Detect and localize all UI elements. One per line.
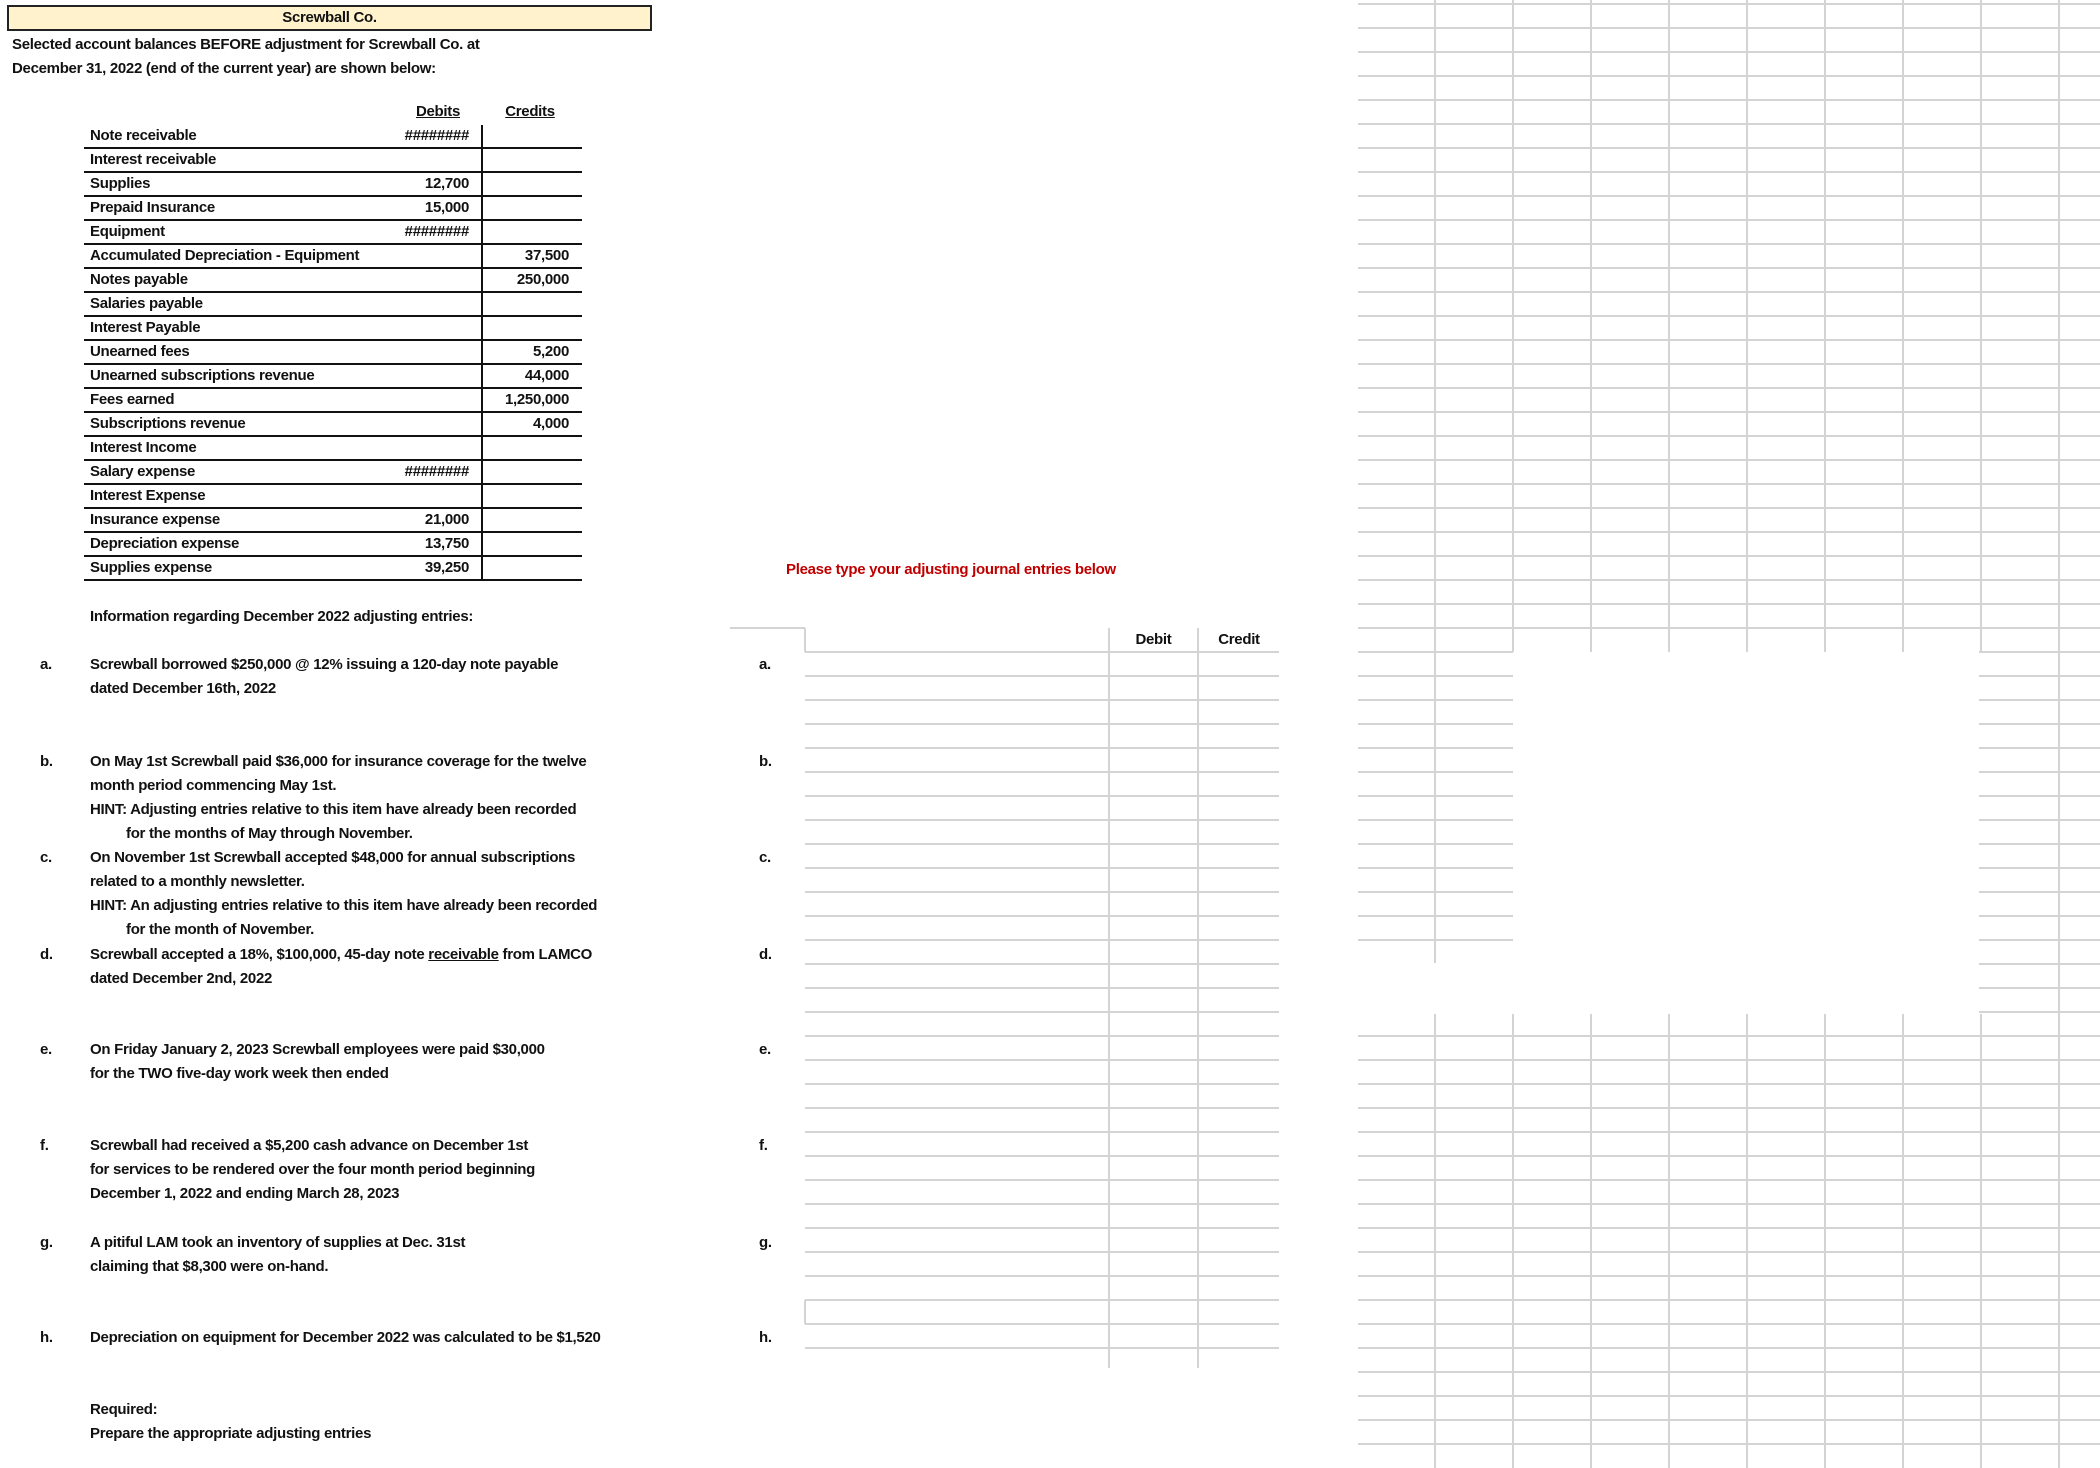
item-letter: d. (40, 946, 53, 963)
account-name: Supplies expense (90, 559, 212, 576)
journal-debit-cell[interactable] (1110, 1253, 1197, 1275)
journal-debit-cell[interactable] (1110, 1325, 1197, 1347)
journal-description-cell[interactable] (806, 1229, 1108, 1251)
journal-description-cell[interactable] (806, 941, 1108, 963)
journal-credit-cell[interactable] (1199, 749, 1279, 771)
journal-credit-cell[interactable] (1199, 1181, 1279, 1203)
account-name: Interest Expense (90, 487, 206, 504)
journal-description-cell[interactable] (806, 1181, 1108, 1203)
journal-debit-cell[interactable] (1110, 989, 1197, 1011)
journal-debit-cell[interactable] (1110, 677, 1197, 699)
account-name: Insurance expense (90, 511, 220, 528)
header-rule (730, 627, 805, 629)
journal-debit-cell[interactable] (1110, 749, 1197, 771)
journal-description-cell[interactable] (806, 797, 1108, 819)
journal-debit-cell[interactable] (1110, 1205, 1197, 1227)
journal-description-cell[interactable] (806, 1277, 1108, 1299)
journal-credit-cell[interactable] (1199, 917, 1279, 939)
account-name: Equipment (90, 223, 165, 240)
account-name: Note receivable (90, 127, 197, 144)
company-title: Screwball Co. (7, 5, 652, 31)
item-text: claiming that $8,300 were on-hand. (90, 1258, 329, 1275)
journal-entry-letter: f. (759, 1137, 768, 1154)
header-divider (804, 628, 806, 652)
journal-entry-letter: c. (759, 849, 771, 866)
journal-credit-cell[interactable] (1199, 1085, 1279, 1107)
journal-credit-cell[interactable] (1199, 1253, 1279, 1275)
item-text: for services to be rendered over the four month period beginning (90, 1161, 536, 1178)
journal-credit-cell[interactable] (1199, 653, 1279, 675)
account-name: Salary expense (90, 463, 196, 480)
journal-debit-cell[interactable] (1110, 701, 1197, 723)
item-letter: h. (40, 1329, 53, 1346)
journal-credit-cell[interactable] (1199, 893, 1279, 915)
item-hint: for the month of November. (126, 921, 315, 938)
subtitle-line-2: December 31, 2022 (end of the current year) are shown below: (12, 60, 436, 77)
debit-amount[interactable]: ######## (404, 127, 469, 144)
journal-debit-cell[interactable] (1110, 893, 1197, 915)
journal-description-cell[interactable] (806, 1037, 1108, 1059)
journal-credit-cell[interactable] (1199, 1013, 1279, 1035)
account-name: Salaries payable (90, 295, 203, 312)
item-text: dated December 16th, 2022 (90, 680, 276, 697)
journal-description-cell[interactable] (806, 845, 1108, 867)
journal-description-cell[interactable] (806, 821, 1108, 843)
cell-outline (804, 1300, 806, 1324)
journal-credit-cell[interactable] (1199, 1061, 1279, 1083)
debit-amount[interactable]: 13,750 (424, 535, 469, 552)
journal-debit-cell[interactable] (1110, 965, 1197, 987)
journal-description-cell[interactable] (806, 1085, 1108, 1107)
journal-credit-cell[interactable] (1199, 1133, 1279, 1155)
item-text: dated December 2nd, 2022 (90, 970, 273, 987)
item-text-underlined: receivable (428, 946, 499, 963)
journal-credit-cell[interactable] (1199, 701, 1279, 723)
journal-description-cell[interactable] (806, 1133, 1108, 1155)
required-text: Prepare the appropriate adjusting entries (90, 1425, 372, 1442)
item-text-part: Screwball accepted a 18%, $100,000, 45-day note (90, 946, 429, 963)
journal-description-cell[interactable] (806, 1253, 1108, 1275)
item-text-part: from LAMCO (498, 946, 593, 963)
journal-debit-cell[interactable] (1110, 1133, 1197, 1155)
journal-description-cell[interactable] (806, 1205, 1108, 1227)
item-text: Depreciation on equipment for December 2022 was calculated to be $1,520 (90, 1329, 601, 1346)
journal-description-cell[interactable] (806, 677, 1108, 699)
journal-debit-cell[interactable] (1110, 941, 1197, 963)
journal-credit-cell[interactable] (1199, 1037, 1279, 1059)
journal-debit-cell[interactable] (1110, 1037, 1197, 1059)
item-hint: for the months of May through November. (126, 825, 413, 842)
item-letter: c. (40, 849, 52, 866)
credit-amount[interactable]: 4,000 (532, 415, 569, 432)
journal-entry-letter: g. (759, 1234, 772, 1251)
journal-description-cell[interactable] (806, 989, 1108, 1011)
account-name: Interest Income (90, 439, 197, 456)
info-heading: Information regarding December 2022 adjusting entries: (90, 608, 474, 625)
item-text: On November 1st Screwball accepted $48,000 for annual subscriptions (90, 849, 576, 866)
journal-debit-cell[interactable] (1110, 869, 1197, 891)
journal-description-cell[interactable] (806, 773, 1108, 795)
journal-credit-cell[interactable] (1199, 821, 1279, 843)
journal-credit-cell[interactable] (1199, 941, 1279, 963)
journal-debit-cell[interactable] (1110, 1301, 1197, 1323)
account-name: Depreciation expense (90, 535, 240, 552)
journal-debit-cell[interactable] (1110, 1061, 1197, 1083)
journal-credit-cell[interactable] (1199, 989, 1279, 1011)
item-text: month period commencing May 1st. (90, 777, 337, 794)
journal-credit-cell[interactable] (1199, 1277, 1279, 1299)
item-letter: e. (40, 1041, 52, 1058)
journal-debit-cell[interactable] (1110, 821, 1197, 843)
subtitle-line-1: Selected account balances BEFORE adjustment for Screwball Co. at (12, 36, 480, 53)
debit-amount[interactable]: 12,700 (424, 175, 469, 192)
journal-description-cell[interactable] (806, 1157, 1108, 1179)
account-name: Interest receivable (90, 151, 217, 168)
journal-debit-cell[interactable] (1110, 917, 1197, 939)
journal-debit-cell[interactable] (1110, 797, 1197, 819)
journal-debit-cell[interactable] (1110, 653, 1197, 675)
journal-description-cell[interactable] (806, 917, 1108, 939)
journal-description-cell[interactable] (806, 893, 1108, 915)
item-text: Screwball borrowed $250,000 @ 12% issuing a 120-day note payable (90, 656, 559, 673)
journal-debit-cell[interactable] (1110, 1013, 1197, 1035)
journal-description-cell[interactable] (806, 725, 1108, 747)
account-name: Accumulated Depreciation - Equipment (90, 247, 360, 264)
journal-debit-header: Debit (1135, 631, 1172, 648)
account-name: Supplies (90, 175, 151, 192)
journal-debit-cell[interactable] (1110, 725, 1197, 747)
journal-credit-cell[interactable] (1199, 1229, 1279, 1251)
journal-credit-cell[interactable] (1199, 1205, 1279, 1227)
journal-debit-cell[interactable] (1110, 1181, 1197, 1203)
journal-credit-cell[interactable] (1199, 725, 1279, 747)
journal-entry-letter: e. (759, 1041, 771, 1058)
journal-credit-header: Credit (1218, 631, 1260, 648)
journal-description-cell[interactable] (806, 1061, 1108, 1083)
account-name: Subscriptions revenue (90, 415, 246, 432)
journal-description-cell[interactable] (806, 653, 1108, 675)
item-text: December 1, 2022 and ending March 28, 2023 (90, 1185, 400, 1202)
item-hint: HINT: Adjusting entries relative to this item have already been recorded (90, 801, 577, 818)
journal-description-cell[interactable] (806, 869, 1108, 891)
journal-instruction: Please type your adjusting journal entries below (786, 561, 1116, 578)
debit-amount[interactable]: 21,000 (424, 511, 469, 528)
journal-credit-cell[interactable] (1199, 1325, 1279, 1347)
journal-description-cell[interactable] (806, 1325, 1108, 1347)
credit-amount[interactable]: 44,000 (524, 367, 569, 384)
item-text: for the TWO five-day work week then ended (90, 1065, 389, 1082)
debit-amount[interactable]: 15,000 (424, 199, 469, 216)
journal-entry-letter: b. (759, 753, 772, 770)
item-text: related to a monthly newsletter. (90, 873, 305, 890)
account-name: Unearned subscriptions revenue (90, 367, 315, 384)
journal-debit-cell[interactable] (1110, 773, 1197, 795)
journal-entry-letter: d. (759, 946, 772, 963)
item-letter: b. (40, 753, 53, 770)
required-label: Required: (90, 1401, 158, 1418)
journal-debit-cell[interactable] (1110, 1277, 1197, 1299)
journal-credit-cell[interactable] (1199, 965, 1279, 987)
item-hint: HINT: An adjusting entries relative to this item have already been recorded (90, 897, 598, 914)
journal-debit-cell[interactable] (1110, 1229, 1197, 1251)
journal-debit-cell[interactable] (1110, 845, 1197, 867)
account-name: Fees earned (90, 391, 175, 408)
credits-header: Credits (505, 103, 555, 120)
item-text: Screwball had received a $5,200 cash advance on December 1st (90, 1137, 529, 1154)
credit-amount[interactable]: 5,200 (532, 343, 569, 360)
journal-description-cell[interactable] (806, 965, 1108, 987)
item-letter: g. (40, 1234, 53, 1251)
account-name: Unearned fees (90, 343, 190, 360)
debit-amount[interactable]: ######## (404, 223, 469, 240)
debit-amount[interactable]: ######## (404, 463, 469, 480)
journal-credit-cell[interactable] (1199, 869, 1279, 891)
account-name: Prepaid Insurance (90, 199, 215, 216)
journal-entry-letter: h. (759, 1329, 772, 1346)
credit-amount[interactable]: 1,250,000 (504, 391, 569, 408)
journal-entry-letter: a. (759, 656, 771, 673)
account-name: Notes payable (90, 271, 188, 288)
journal-credit-cell[interactable] (1199, 1301, 1279, 1323)
journal-debit-cell[interactable] (1110, 1109, 1197, 1131)
journal-description-cell[interactable] (806, 1301, 1108, 1323)
journal-debit-cell[interactable] (1110, 1157, 1197, 1179)
journal-description-cell[interactable] (806, 701, 1108, 723)
journal-credit-cell[interactable] (1199, 845, 1279, 867)
debit-amount[interactable]: 39,250 (424, 559, 469, 576)
item-text: On Friday January 2, 2023 Screwball employees were paid $30,000 (90, 1041, 545, 1058)
credit-amount[interactable]: 250,000 (516, 271, 569, 288)
item-text: On May 1st Screwball paid $36,000 for insurance coverage for the twelve (90, 753, 587, 770)
journal-debit-cell[interactable] (1110, 1085, 1197, 1107)
credit-amount[interactable]: 37,500 (524, 247, 569, 264)
item-letter: a. (40, 656, 52, 673)
journal-description-cell[interactable] (806, 1109, 1108, 1131)
journal-credit-cell[interactable] (1199, 773, 1279, 795)
item-letter: f. (40, 1137, 49, 1154)
journal-row-line (805, 1347, 1279, 1349)
item-text: A pitiful LAM took an inventory of supplies at Dec. 31st (90, 1234, 466, 1251)
journal-description-cell[interactable] (806, 749, 1108, 771)
journal-credit-cell[interactable] (1199, 1157, 1279, 1179)
account-name: Interest Payable (90, 319, 201, 336)
debits-header: Debits (415, 103, 461, 120)
journal-credit-cell[interactable] (1199, 797, 1279, 819)
journal-credit-cell[interactable] (1199, 1109, 1279, 1131)
journal-credit-cell[interactable] (1199, 677, 1279, 699)
journal-description-cell[interactable] (806, 1013, 1108, 1035)
